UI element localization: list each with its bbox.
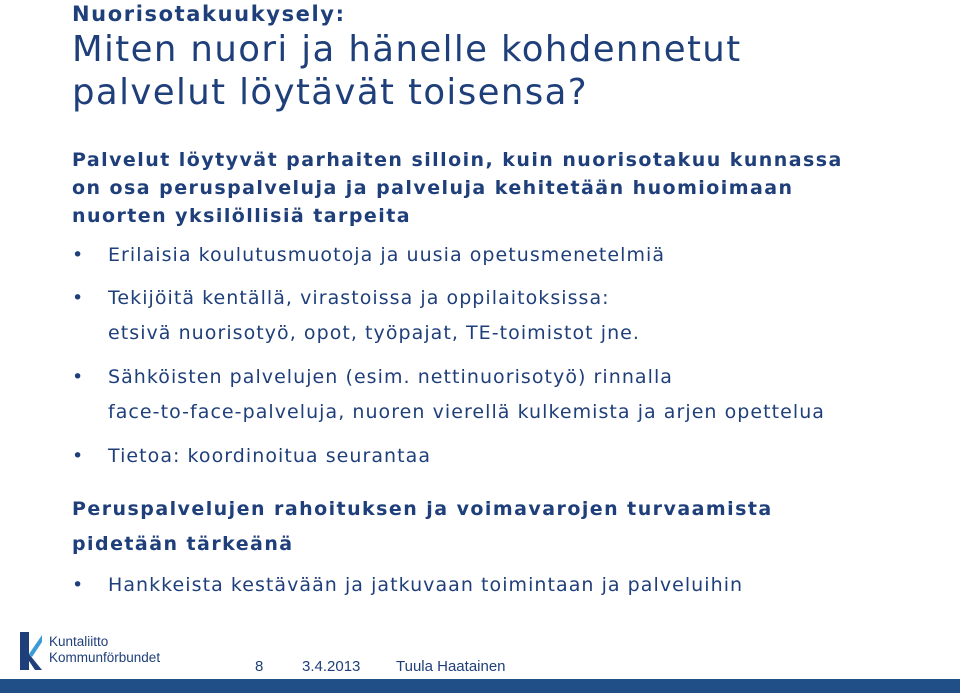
footer-bar xyxy=(0,679,960,693)
logo-text-line-1: Kuntaliitto xyxy=(49,634,109,649)
slide-title xyxy=(72,28,742,114)
bullet-item-2-text: Tekijöitä kentällä, virastoissa ja oppilaitoksissa: xyxy=(108,287,610,309)
bullet-item-5-text: Hankkeista kestävään ja jatkuvaan toimintaan ja palveluihin xyxy=(108,574,744,596)
bullet-point-icon: • xyxy=(72,366,85,388)
slide-title-line-2: palvelut löytävät toisensa? xyxy=(72,72,589,113)
bullet-point-icon: • xyxy=(72,574,85,596)
bullet-item-3-text: Sähköisten palvelujen (esim. nettinuorisotyö) rinnalla xyxy=(108,366,673,388)
section-1-heading-line-1: Palvelut löytyvät parhaiten silloin, kuin nuorisotakuu kunnassa xyxy=(72,149,843,171)
bullet-item-4-text: Tietoa: koordinoitua seurantaa xyxy=(108,445,432,467)
bullet-point-icon: • xyxy=(72,445,85,467)
footer-page-number: 8 xyxy=(255,658,264,675)
kuntaliitto-logo xyxy=(16,630,191,674)
section-2-heading-line-2: pidetään tärkeänä xyxy=(72,533,294,555)
slide-kicker: Nuorisotakuukysely: xyxy=(72,2,346,26)
bullet-item-2-text-continued: etsivä nuorisotyö, opot, työpajat, TE-toimistot jne. xyxy=(108,322,640,344)
logo-text xyxy=(49,634,160,666)
footer-author: Tuula Haatainen xyxy=(396,658,506,675)
section-1-heading-line-2: on osa peruspalveluja ja palveluja kehitetään huomioimaan xyxy=(72,177,794,199)
footer-date: 3.4.2013 xyxy=(302,658,361,675)
section-2-heading xyxy=(72,492,773,562)
bullet-point-icon: • xyxy=(72,244,85,266)
section-1-heading xyxy=(72,146,843,230)
section-2-heading-line-1: Peruspalvelujen rahoituksen ja voimavarojen turvaamista xyxy=(72,498,773,520)
bullet-point-icon: • xyxy=(72,287,85,309)
bullet-item-1-text: Erilaisia koulutusmuotoja ja uusia opetusmenetelmiä xyxy=(108,244,666,266)
section-1-heading-line-3: nuorten yksilöllisiä tarpeita xyxy=(72,205,412,227)
kuntaliitto-logo-mark-icon xyxy=(16,630,44,674)
bullet-item-3-text-continued: face-to-face-palveluja, nuoren vierellä kulkemista ja arjen opettelua xyxy=(108,401,825,423)
logo-text-line-2: Kommunförbundet xyxy=(49,650,161,665)
slide-title-line-1: Miten nuori ja hänelle kohdennetut xyxy=(72,29,742,70)
